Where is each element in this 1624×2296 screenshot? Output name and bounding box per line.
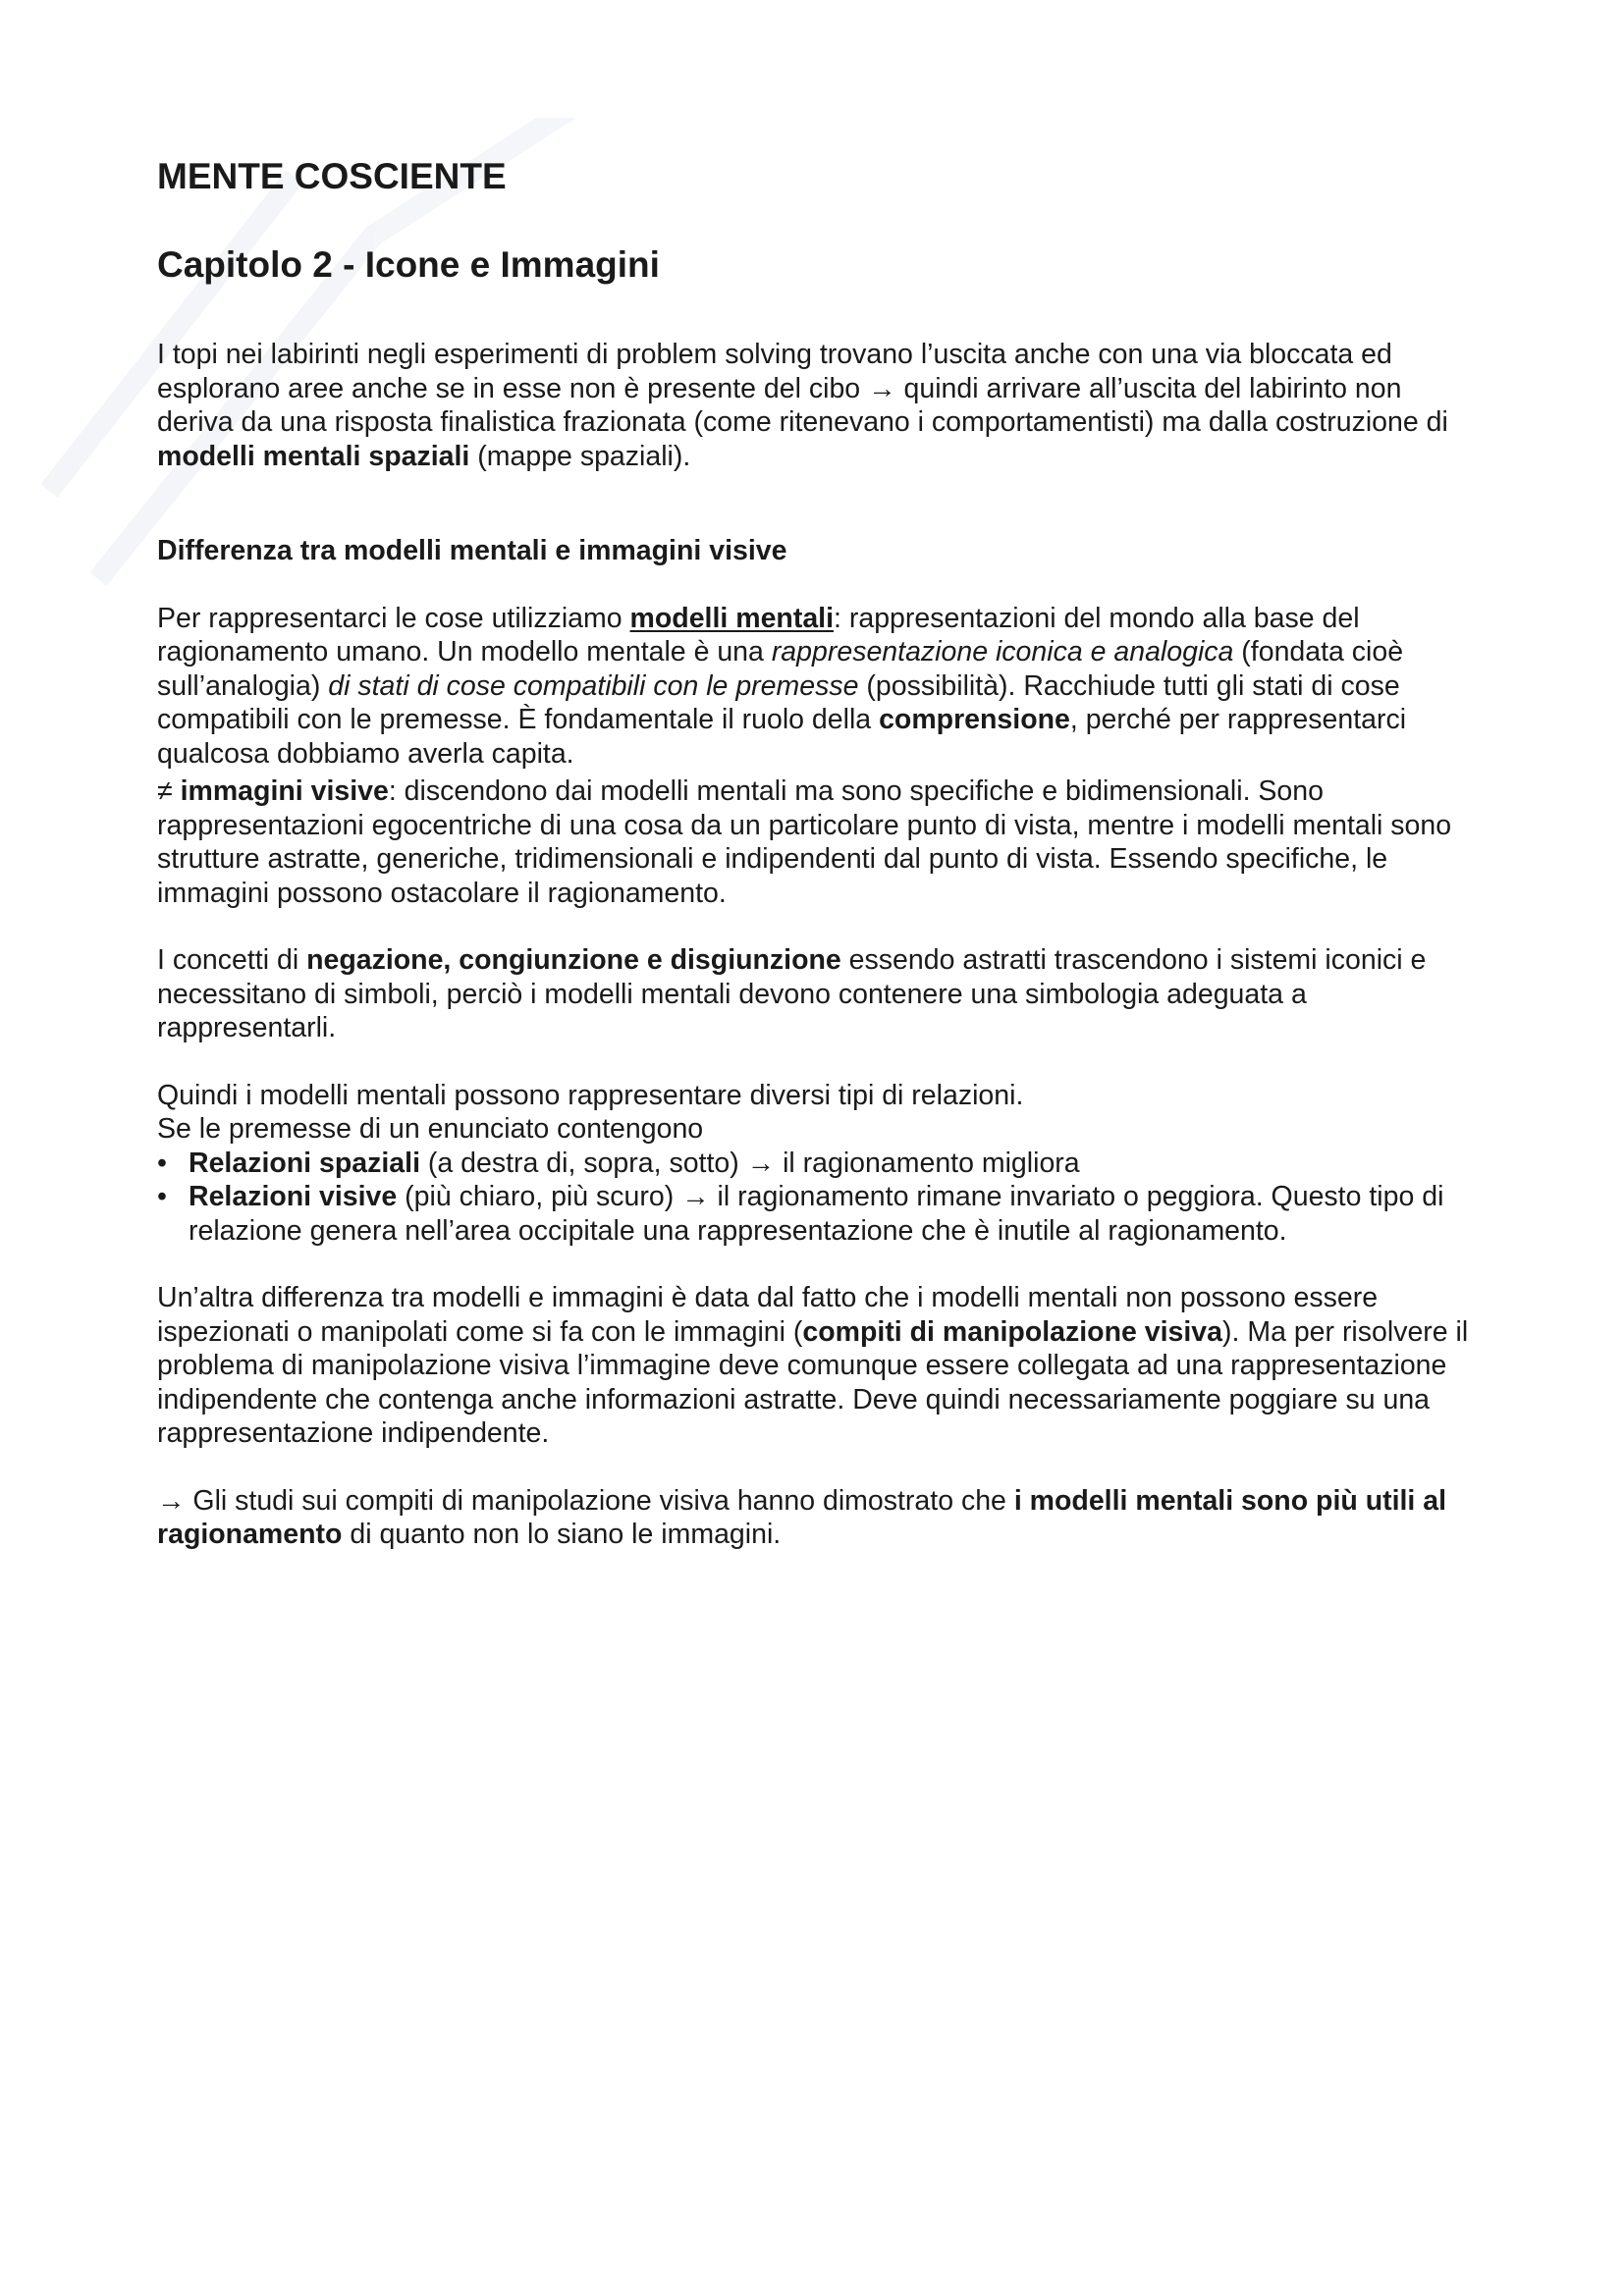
document-content (157, 155, 1478, 1552)
bold-term: Relazioni spaziali (189, 1147, 420, 1179)
images-paragraph: ≠ immagini visive: discendono dai modelli mentali ma sono specifiche e bidimensionali. Sono rappresentazioni egocentriche di una cosa da un particolare punto di vista, mentre i modelli mentali sono strutture astratte, generiche, tridimensionali e indipendenti dal punto di vista. Essendo specifiche, le immagini possono ostacolare il ragionamento. (157, 775, 1452, 909)
italic-term: rappresentazione iconica e analogica (771, 636, 1234, 667)
chapter-heading: Capitolo 2 - Icone e Immagini (157, 244, 660, 285)
document-title: MENTE COSCIENTE (157, 156, 507, 196)
bullet-icon: • (157, 1181, 167, 1212)
relations-intro-line: Se le premesse di un enunciato contengono (157, 1113, 704, 1145)
underlined-term: modelli mentali (629, 602, 835, 634)
bold-term: comprensione (879, 704, 1070, 735)
manipulation-paragraph: Un’altra differenza tra modelli e immagini è data dal fatto che i modelli mentali non possono essere ispezionati o manipolati come si fa con le immagini (compiti di manipolazione visiva). Ma per risolvere il problema di manipolazione visiva l’immagine deve comunque essere collegata ad una rappresentazione indipendente che contenga anche informazioni astratte. Deve quindi necessariamente poggiare su una rappresentazione indipendente. (157, 1282, 1469, 1449)
italic-term: di stati di cose compatibili con le premesse (328, 669, 859, 702)
list-item: • Relazioni visive (più chiaro, più scuro) → il ragionamento rimane invariato o peggiora. Questo tipo di relazione genera nell’area occipitale una rappresentazione che è inutile al ragionamento. (157, 1181, 1444, 1247)
intro-paragraph: I topi nei labirinti negli esperimenti di problem solving trovano l’uscita anche con una via bloccata ed esplorano aree anche se in esse non è presente del cibo → quindi arrivare all’uscita del labirinto non deriva da una risposta finalistica frazionata (come ritenevano i comportamentisti) ma dalla costruzione di modelli mentali spaziali (mappe spaziali). (157, 339, 1448, 472)
relations-intro-line: Quindi i modelli mentali possono rappresentare diversi tipi di relazioni. (157, 1079, 1024, 1111)
list-item: • Relazioni spaziali (a destra di, sopra, sotto) → il ragionamento migliora (157, 1147, 1080, 1179)
arrow-icon: → (868, 372, 896, 404)
bold-term: i modelli mentali sono più utili al ragionamento (157, 1484, 1447, 1550)
bullet-icon: • (157, 1147, 167, 1179)
section-heading: Differenza tra modelli mentali e immagini visive (157, 535, 787, 566)
relations-list (157, 1147, 1478, 1249)
bold-term: negazione, congiunzione e disgiunzione (306, 944, 841, 976)
arrow-icon: → (746, 1147, 776, 1179)
not-equal-icon: ≠ (157, 775, 173, 807)
arrow-icon: → (157, 1484, 186, 1517)
bold-term: modelli mentali spaziali (157, 440, 470, 472)
definition-paragraph: Per rappresentarci le cose utilizziamo modelli mentali: rappresentazioni del mondo alla base del ragionamento umano. Un modello mentale è una rappresentazione iconica e analogica (fondata cioè sull’analogia) di stati di cose compatibili con le premesse (possibilità). Racchiude tutti gli stati di cose compatibili con le premesse. È fondamentale il ruolo della comprensione, perché per rappresentarci qualcosa dobbiamo averla capita. (157, 602, 1407, 770)
bold-term: compiti di manipolazione visiva (802, 1315, 1222, 1348)
concepts-paragraph: I concetti di negazione, congiunzione e disgiunzione essendo astratti trascendono i sistemi iconici e necessitano di simboli, perciò i modelli mentali devono contenere una simbologia adeguata a rappresentarli. (157, 944, 1427, 1043)
bold-term: immagini visive (180, 775, 389, 807)
conclusion-paragraph: → Gli studi sui compiti di manipolazione visiva hanno dimostrato che i modelli mentali sono più utili al ragionamento di quanto non lo siano le immagini. (157, 1484, 1447, 1550)
arrow-icon: → (681, 1181, 710, 1212)
bold-term: Relazioni visive (189, 1181, 398, 1212)
